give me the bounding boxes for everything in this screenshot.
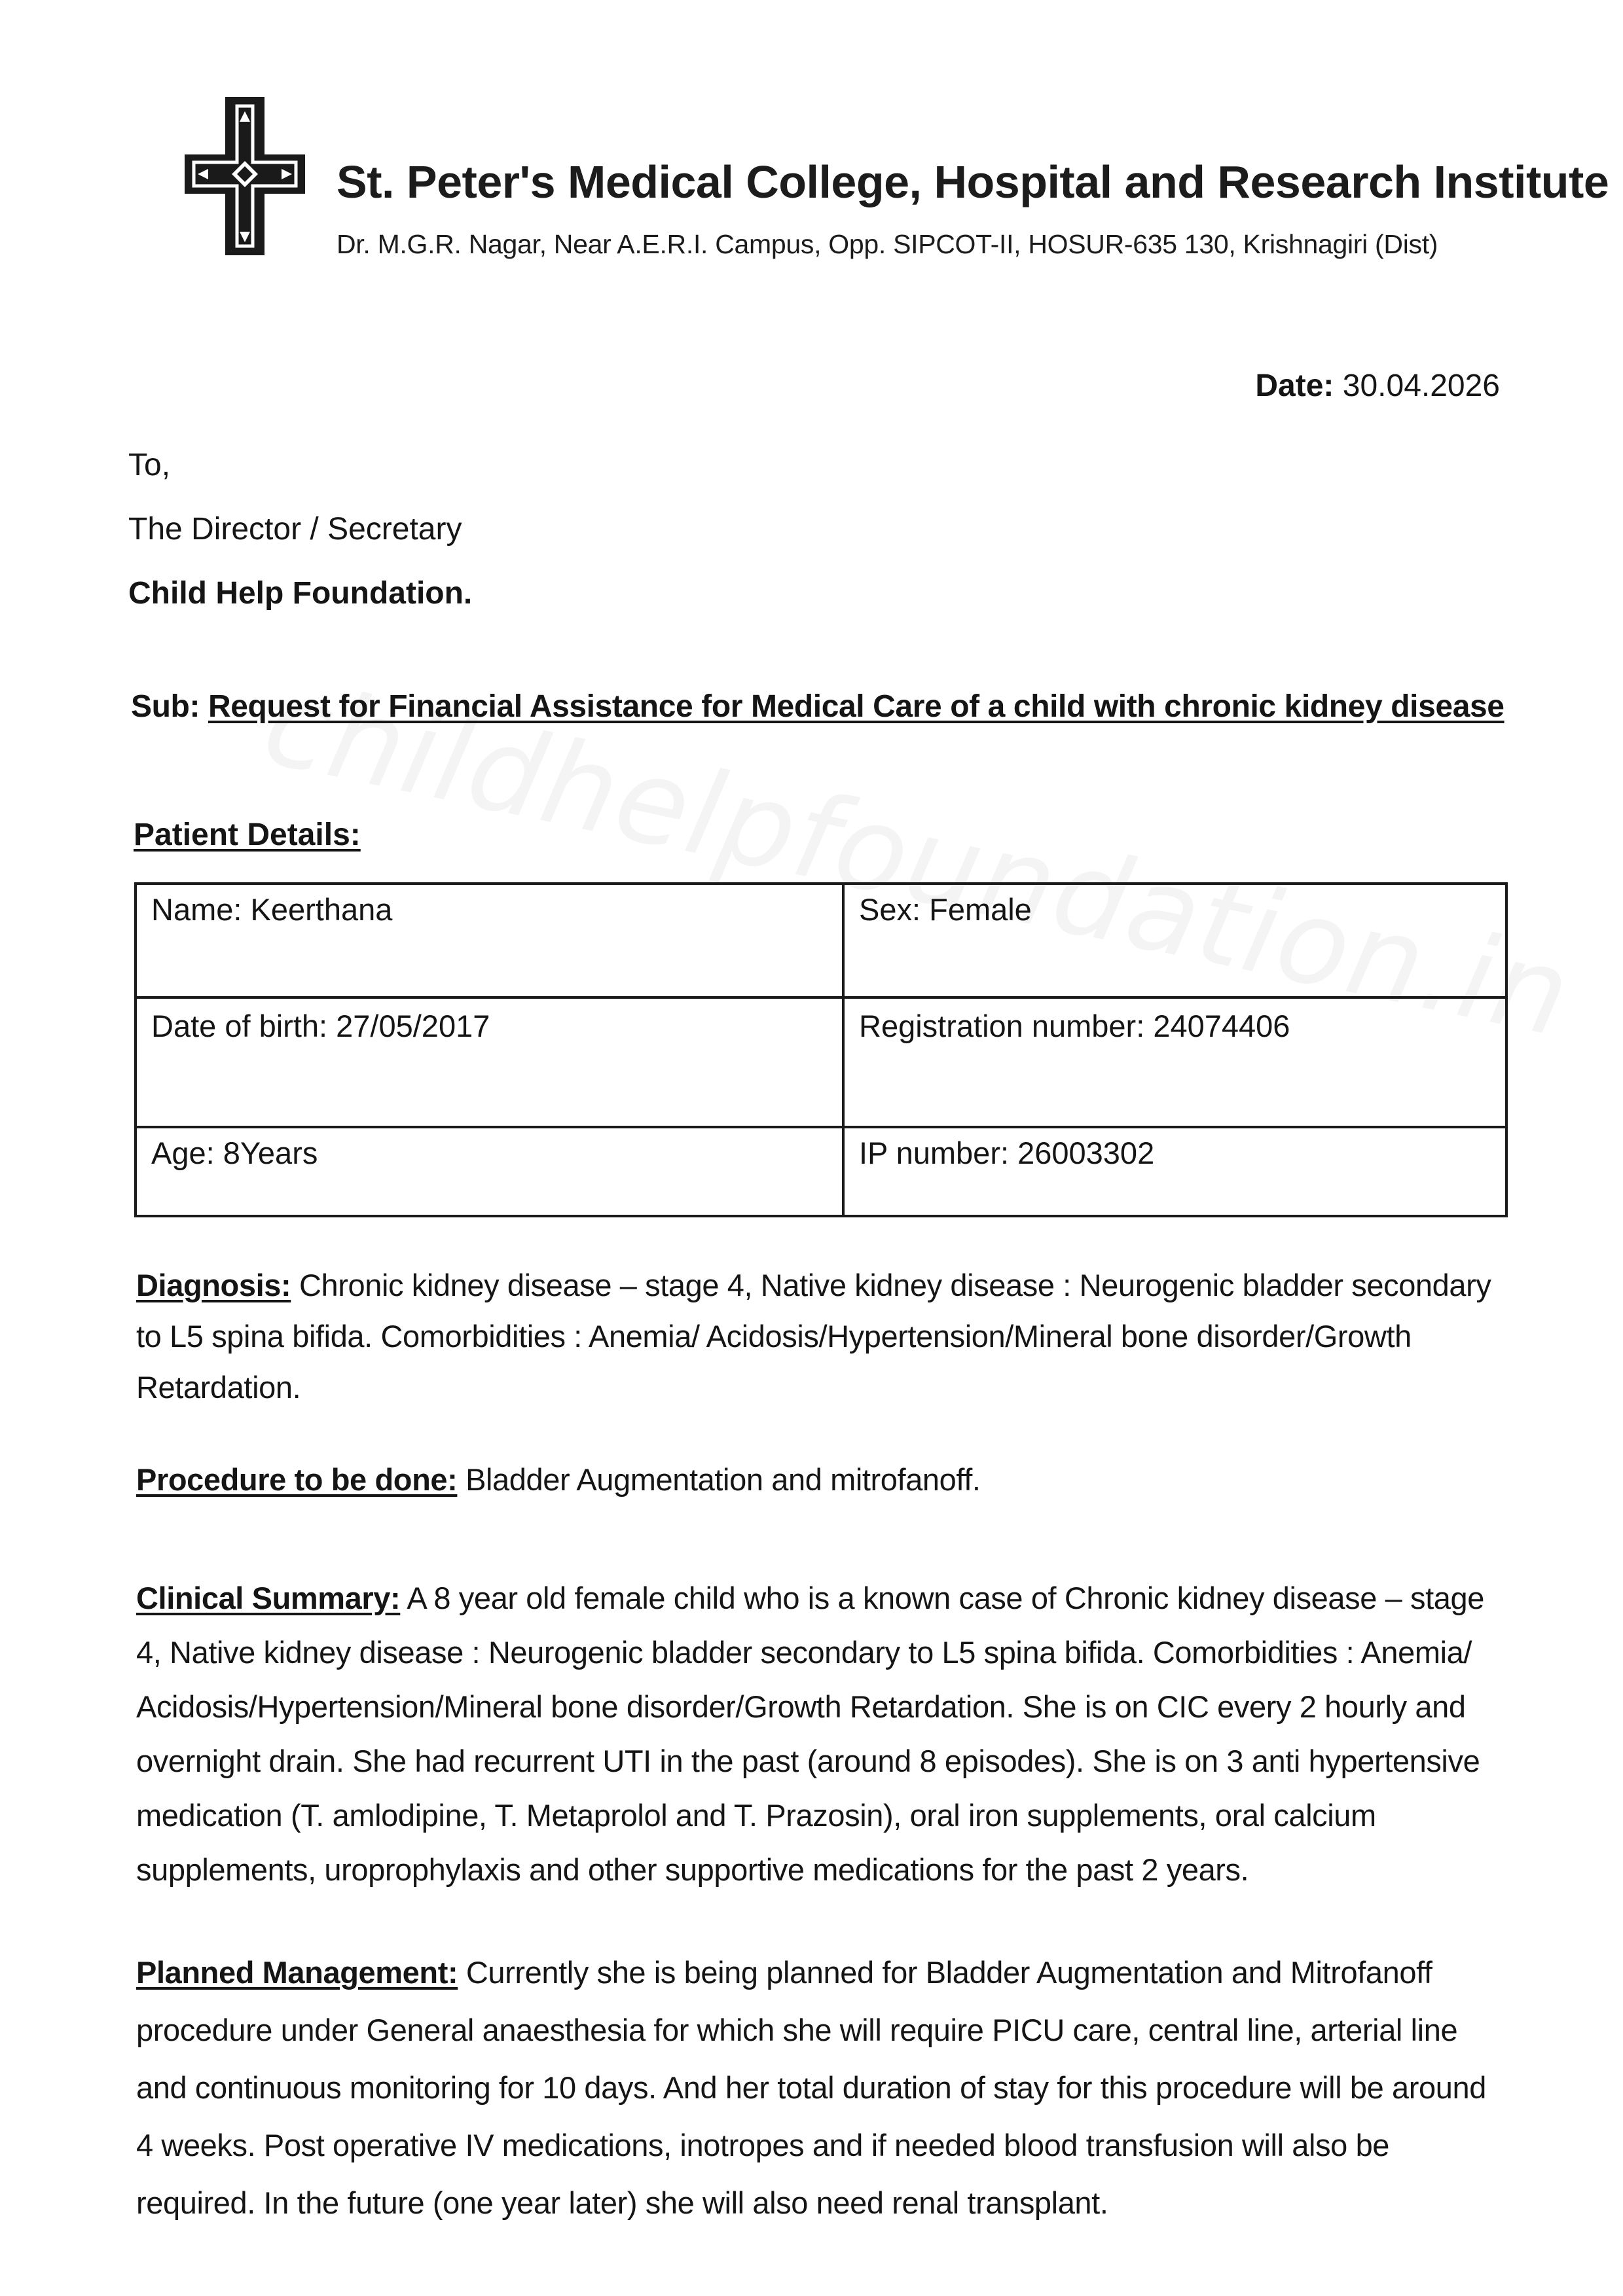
- planned-management-section: [136, 1944, 1511, 2232]
- table-row: [136, 1127, 1506, 1216]
- clinical-summary-text: A 8 year old female child who is a known case of Chronic kidney disease – stage 4, Native kidney disease : Neurogenic bladder secondary to L5 spina bifida. Comorbidities : Anemia/ Acidosis/Hypertension/Mineral bone disorder/Growth Retardation. She is on CIC every 2 hourly and overnight drain. She had recurrent UTI in the past (around 8 episodes). She is on 3 anti hypertensive medication (T. amlodipine, T. Metaprolol and T. Prazosin), oral iron supplements, oral calcium supplements, uroprophylaxis and other supportive medications for the past 2 years.: [136, 1581, 1485, 1887]
- table-row: [136, 884, 1506, 997]
- patient-registration: Registration number: 24074406: [843, 997, 1506, 1127]
- clinical-summary-heading: Clinical Summary:: [136, 1581, 401, 1615]
- diagnosis-section: [136, 1260, 1511, 1413]
- subject-text: Request for Financial Assistance for Medical Care of a child with chronic kidney disease: [208, 689, 1504, 724]
- institution-name: St. Peter's Medical College, Hospital and Research Institute: [337, 156, 1609, 207]
- date-value: 30.04.2026: [1342, 368, 1500, 403]
- procedure-section: [136, 1454, 1511, 1505]
- recipient-organization: Child Help Foundation.: [128, 576, 473, 611]
- salutation: To,: [128, 448, 171, 482]
- recipient-title: The Director / Secretary: [128, 512, 462, 547]
- diagnosis-text: Chronic kidney disease – stage 4, Native kidney disease : Neurogenic bladder secondary to L5 spina bifida. Comorbidities : Anemia/ Acidosis/Hypertension/Mineral bone disorder/Growth Retardation.: [136, 1268, 1491, 1405]
- date-label: Date:: [1255, 368, 1334, 403]
- subject-line: [131, 689, 1504, 725]
- clinical-summary-section: [136, 1571, 1511, 1897]
- planned-management-heading: Planned Management:: [136, 1955, 458, 1990]
- institution-address: Dr. M.G.R. Nagar, Near A.E.R.I. Campus, Opp. SIPCOT-II, HOSUR-635 130, Krishnagiri (Dist): [337, 229, 1438, 259]
- subject-label: Sub:: [131, 689, 200, 724]
- patient-ip-number: IP number: 26003302: [843, 1127, 1506, 1216]
- patient-dob: Date of birth: 27/05/2017: [136, 997, 843, 1127]
- procedure-heading: Procedure to be done:: [136, 1462, 458, 1497]
- cross-logo-icon: [185, 97, 305, 255]
- patient-sex: Sex: Female: [843, 884, 1506, 997]
- procedure-text: Bladder Augmentation and mitrofanoff.: [465, 1462, 981, 1497]
- patient-details-title: Patient Details:: [134, 817, 361, 852]
- patient-name: Name: Keerthana: [136, 884, 843, 997]
- recipient-block: [128, 433, 472, 626]
- diagnosis-heading: Diagnosis:: [136, 1268, 291, 1302]
- planned-management-text: Currently she is being planned for Bladder Augmentation and Mitrofanoff procedure under General anaesthesia for which she will require PICU care, central line, arterial line and continuous monitoring for 10 days. And her total duration of stay for this procedure will be around 4 weeks. Post operative IV medications, inotropes and if needed blood transfusion will also be required. In the future (one year later) she will also need renal transplant.: [136, 1955, 1487, 2220]
- patient-age: Age: 8Years: [136, 1127, 843, 1216]
- table-row: [136, 997, 1506, 1127]
- patient-details-table: [134, 882, 1508, 1217]
- letter-date: [1255, 368, 1500, 404]
